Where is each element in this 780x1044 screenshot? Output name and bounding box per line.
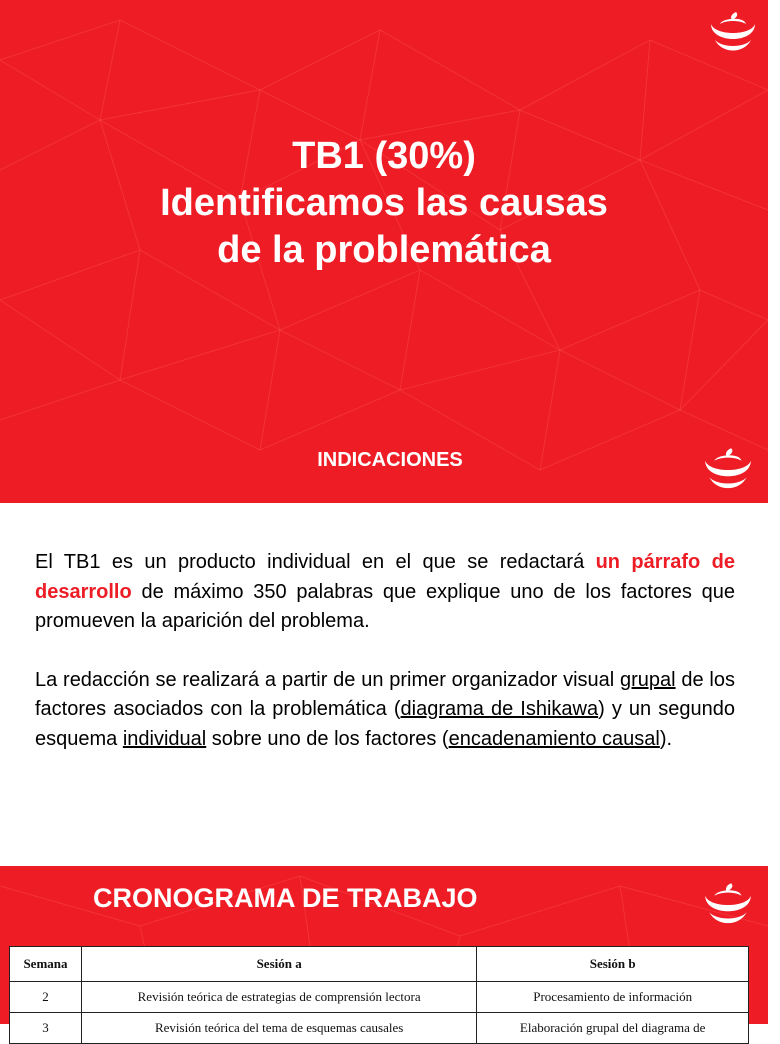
p1-highlight: un párrafo de desarrollo: [35, 551, 735, 603]
title-line-2: Identificamos las causas: [160, 182, 608, 224]
p2-text-d: sobre uno de los factores (: [206, 727, 449, 750]
table-row: [10, 1013, 749, 1044]
header-sesion-b: Sesión b: [477, 947, 749, 982]
brand-logo-icon: [706, 10, 760, 54]
slide-subtitle: INDICACIONES: [317, 449, 463, 471]
schedule-table: [9, 946, 749, 1044]
table-cell: Elaboración grupal del diagrama de: [477, 1013, 749, 1044]
brand-logo-icon: [700, 881, 756, 927]
table-cell: Revisión teórica de estrategias de comprensión lectora: [81, 982, 476, 1013]
schedule-title: CRONOGRAMA DE TRABAJO: [93, 883, 478, 913]
title-line-3: de la problemática: [217, 229, 551, 271]
table-cell: 3: [10, 1013, 82, 1044]
paragraph-1: [35, 548, 735, 637]
table-cell: Revisión teórica del tema de esquemas causales: [81, 1013, 476, 1044]
title-slide: [0, 0, 768, 503]
p2-text-c: ) y un segundo esquema: [35, 698, 735, 750]
p2-underline-ishikawa: diagrama de Ishikawa: [400, 698, 599, 720]
p2-text-b: de los factores asociados con la problemática (: [35, 668, 735, 720]
table-header-row: [10, 947, 749, 982]
p2-text-a: La redacción se realizará a partir de un primer organizador visual: [35, 668, 620, 691]
slide-title: [0, 133, 768, 274]
p2-underline-individual: individual: [122, 727, 207, 750]
schedule-table-wrapper: [9, 946, 749, 1044]
p2-text-e: ).: [659, 727, 673, 750]
table-row: [10, 982, 749, 1013]
header-sesion-a: Sesión a: [81, 947, 476, 982]
header-semana: Semana: [10, 947, 82, 982]
instructions-text: [35, 548, 735, 783]
table-cell: Procesamiento de información: [477, 982, 749, 1013]
schedule-slide: [0, 866, 768, 1035]
brand-logo-icon: [700, 446, 756, 492]
paragraph-2: [35, 666, 735, 755]
p1-text-b: de máximo 350 palabras que explique uno de los factores que promueven la aparición del problema.: [35, 580, 735, 632]
table-cell: 2: [10, 982, 82, 1013]
title-line-1: TB1 (30%): [292, 135, 476, 177]
p2-underline-encadenamiento: encadenamiento causal: [448, 727, 660, 750]
p1-text-a: El TB1 es un producto individual en el que se redactará: [35, 551, 596, 573]
p2-underline-grupal: grupal: [620, 668, 676, 691]
